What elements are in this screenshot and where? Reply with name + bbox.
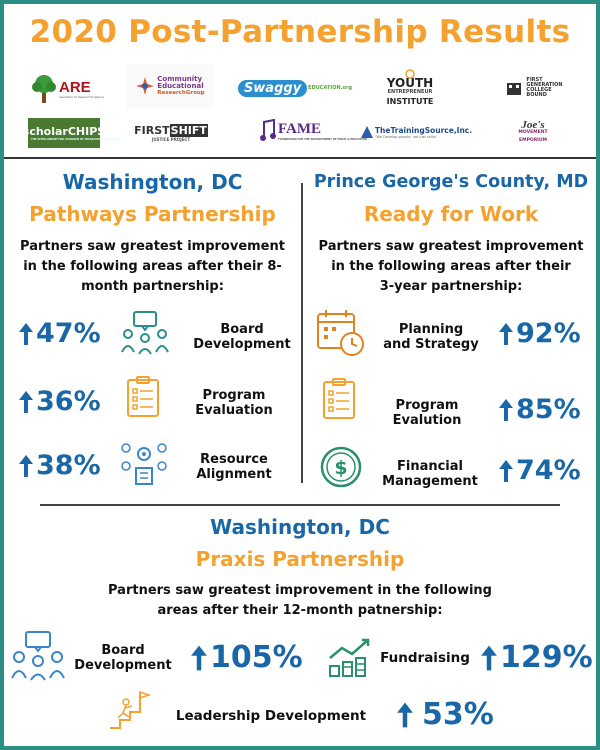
- fgcb-logo-line3: COLLEGE: [526, 87, 552, 93]
- ceg-logo-line2: Educational: [157, 81, 204, 90]
- meeting-people-icon: [10, 630, 66, 682]
- right-description: [306, 237, 596, 297]
- right-label-financial-management: [374, 459, 486, 489]
- bottom-stat-value: 105%: [210, 640, 303, 675]
- training-source-logo: [360, 118, 472, 146]
- joes-movement-logo: [502, 116, 564, 150]
- left-label-line1: Resource: [200, 452, 268, 467]
- arrow-up-icon: [18, 390, 34, 414]
- right-stat-value: 74%: [516, 455, 581, 486]
- top-divider: [4, 157, 596, 159]
- right-stat-value: 92%: [516, 318, 581, 349]
- firstshift-logo-text-b: SHIFT: [170, 124, 207, 137]
- svg-text:$: $: [334, 457, 348, 479]
- right-label-line1: Program: [395, 398, 459, 413]
- youth-logo-line2: ENTREPRENEUR: [387, 88, 433, 95]
- right-label-line2: Management: [382, 474, 478, 489]
- calendar-clock-icon: [316, 308, 366, 358]
- music-note-icon: [260, 118, 276, 144]
- swaggy-logo: [236, 76, 354, 100]
- are-logo-text: ARE: [59, 79, 91, 96]
- left-stat-resource-alignment: [18, 450, 101, 481]
- arrow-up-icon: [498, 459, 514, 483]
- left-label-board-development: [192, 322, 292, 352]
- arrow-up-icon: [18, 454, 34, 478]
- are-logo-subtext: Association for Research Excellence: [59, 96, 104, 99]
- arrow-up-icon: [498, 322, 514, 346]
- ceg-logo-line1: Community: [157, 74, 203, 83]
- checklist-clipboard-icon: [126, 376, 160, 418]
- bottom-program-heading: Praxis Partnership: [195, 547, 405, 571]
- right-label-planning-strategy: [376, 322, 486, 352]
- are-logo: [28, 70, 104, 108]
- money-growth-chart-icon: [326, 636, 374, 678]
- meeting-people-icon: [120, 310, 170, 356]
- fgcb-logo-line4: BOUND: [526, 92, 547, 98]
- arrow-up-icon: [190, 644, 208, 672]
- right-stat-value: 85%: [516, 394, 581, 425]
- page-title: 2020 Post-Partnership Results: [29, 14, 571, 50]
- right-label-line1: Planning: [398, 322, 464, 337]
- left-label-line2: Alignment: [196, 467, 272, 482]
- joes-logo-line3: EMPORIUM: [519, 138, 547, 143]
- left-stat-value: 38%: [36, 450, 101, 481]
- left-program-heading: Pathways Partnership: [29, 202, 276, 226]
- bottom-label-fundraising: Fundraising: [380, 650, 470, 666]
- bottom-label-line2: Development: [74, 658, 172, 673]
- firstshift-logo-text-a: FIRST: [134, 124, 170, 137]
- right-program-heading: Ready for Work: [363, 202, 539, 226]
- checklist-clipboard-icon: [322, 378, 356, 420]
- left-stat-program-evaluation: [18, 386, 101, 417]
- youth-logo-line3: INSTITUTE: [386, 96, 434, 106]
- star-burst-icon: [135, 76, 155, 96]
- training-logo-subtext: "We Develop people, not just skills": [374, 134, 438, 139]
- left-description-line2: in the following areas after their 8-: [23, 259, 282, 274]
- swaggy-logo-suffix: EDUCATION.org: [308, 85, 353, 91]
- bottom-description: [0, 581, 600, 621]
- dollar-sign-icon: [320, 446, 362, 488]
- arrow-up-icon: [498, 398, 514, 422]
- middle-divider: [40, 504, 560, 506]
- bottom-stat-value: 129%: [500, 640, 593, 675]
- training-logo-text: TheTrainingSource,Inc.: [374, 125, 473, 135]
- right-label-line1: Financial: [396, 459, 463, 474]
- right-stat-program-evalution: [498, 394, 581, 425]
- arrow-up-icon: [396, 701, 414, 729]
- fame-logo-subtext: FOUNDATION FOR THE ADVANCEMENT OF MUSIC & EDUCATION: [278, 138, 367, 141]
- swaggy-logo-text: Swaggy: [238, 80, 307, 97]
- left-label-resource-alignment: [184, 452, 284, 482]
- right-stat-planning-strategy: [498, 318, 581, 349]
- left-stat-value: 36%: [36, 386, 101, 417]
- bottom-stat-board-development: [190, 640, 303, 675]
- fame-logo: [254, 112, 367, 150]
- youth-entrepreneur-logo: [374, 64, 446, 110]
- left-label-line2: Development: [193, 337, 291, 352]
- firstshift-logo: [136, 118, 206, 148]
- triangle-icon: [360, 125, 374, 139]
- left-description-line1: Partners saw greatest improvement: [20, 239, 285, 254]
- first-gen-college-bound-logo: [498, 74, 570, 102]
- left-label-line1: Program: [202, 388, 266, 403]
- right-description-line1: Partners saw greatest improvement: [318, 239, 584, 254]
- left-label-program-evaluation: [184, 388, 284, 418]
- scholarchips-logo-subtext: THE SCHOLARSHIP FOR CHILDREN OF INCARCERATED PARENTS: [31, 138, 120, 141]
- firstshift-logo-subtext: JUSTICE PROJECT: [151, 137, 191, 142]
- right-description-line2: in the following areas after their: [331, 259, 571, 274]
- left-region-heading: Washington, DC: [62, 170, 243, 194]
- left-label-line2: Evaluation: [195, 403, 273, 418]
- arrow-up-icon: [480, 644, 498, 672]
- building-icon: [505, 79, 523, 97]
- joes-logo-line1: Joe's: [521, 119, 545, 131]
- bottom-stat-leadership-development: [396, 697, 494, 732]
- right-label-line2: and Strategy: [383, 337, 479, 352]
- bottom-label-board-development: [72, 643, 174, 673]
- bottom-label-leadership-development: Leadership Development: [175, 708, 367, 724]
- tree-icon: [31, 74, 57, 104]
- right-stat-financial-management: [498, 455, 581, 486]
- bottom-region-heading: Washington, DC: [210, 515, 390, 539]
- ceg-logo: [126, 64, 214, 108]
- bottom-stat-fundraising: [480, 640, 593, 675]
- right-region-heading: Prince George's County, MD: [313, 172, 589, 192]
- right-label-program-evalution: [372, 398, 482, 428]
- climbing-flag-icon: [106, 690, 152, 732]
- scholarchips-logo-text: scholarCHIPS: [22, 125, 106, 138]
- left-description-line3: month partnership:: [81, 279, 224, 294]
- bottom-stat-value: 53%: [422, 697, 494, 732]
- column-divider: [301, 183, 303, 483]
- fame-logo-text: FAME: [278, 121, 322, 137]
- joes-logo-line2: MOVEMENT: [518, 130, 548, 135]
- youth-logo-line1: YOUTH: [386, 75, 434, 90]
- arrow-up-icon: [18, 322, 34, 346]
- left-stat-value: 47%: [36, 318, 101, 349]
- resource-network-icon: [120, 440, 168, 486]
- bottom-description-line1: Partners saw greatest improvement in the following: [108, 583, 492, 598]
- bottom-label-line1: Board: [101, 643, 145, 658]
- left-description: [10, 237, 295, 297]
- right-description-line3: 3-year partnership:: [379, 279, 523, 294]
- right-label-line2: Evalution: [392, 413, 462, 428]
- bottom-description-line2: areas after their 12-month patnership:: [157, 603, 443, 618]
- left-label-line1: Board: [220, 322, 264, 337]
- ceg-logo-line3: ResearchGroup: [157, 89, 205, 96]
- fgcb-logo-line1: FIRST: [526, 77, 543, 83]
- fgcb-logo-line2: GENERATION: [526, 82, 563, 88]
- scholarchips-logo: [22, 118, 120, 148]
- left-stat-board-development: [18, 318, 101, 349]
